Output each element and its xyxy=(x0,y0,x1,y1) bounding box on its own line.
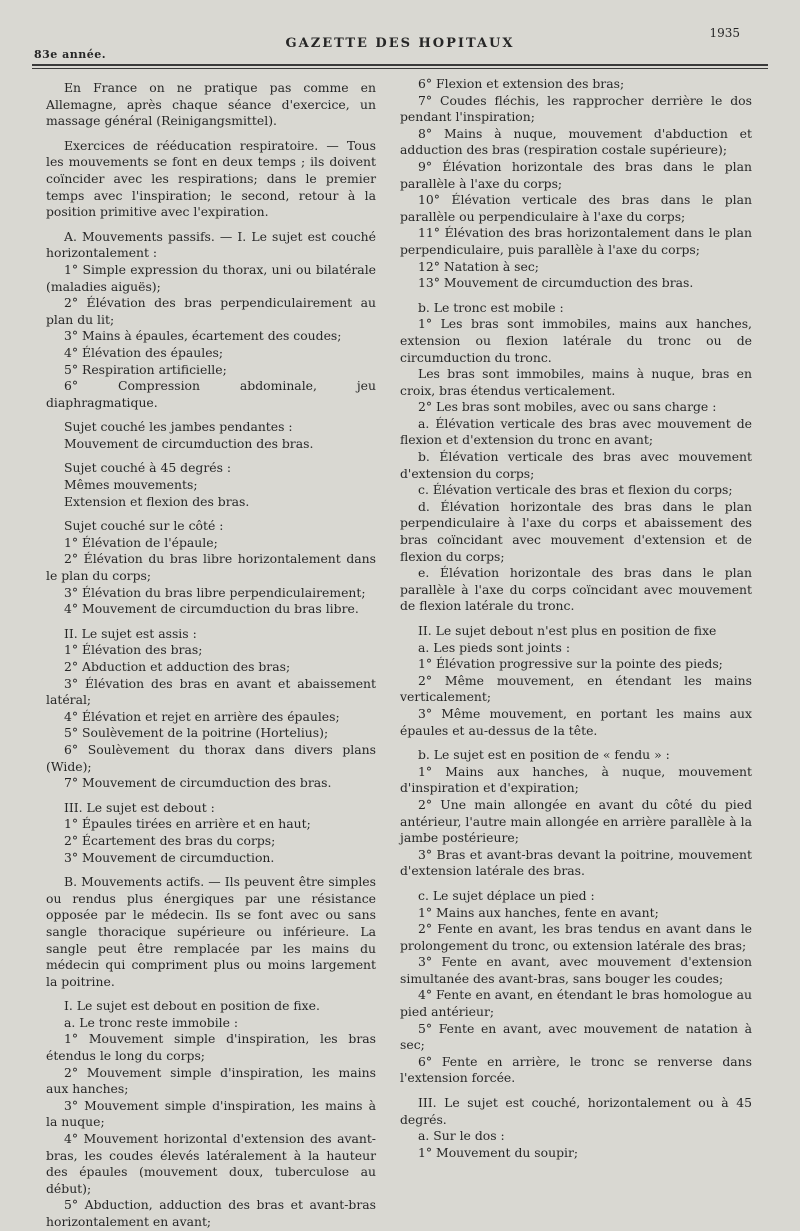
list-item: 1° Les bras sont immobiles, mains aux hanches, extension ou flexion latérale du tronc ou de circumduction du tronc. xyxy=(400,316,752,365)
list-item: b. Élévation verticale des bras avec mouvement d'extension du corps; xyxy=(400,449,752,481)
list-heading: II. Le sujet est assis : xyxy=(64,625,197,641)
header-rule xyxy=(32,64,768,66)
list-item: 4° Fente en avant, en étendant le bras homologue au pied antérieur; xyxy=(400,987,752,1020)
list-item: 2° Élévation du bras libre horizontalement dans le plan du corps; xyxy=(46,551,376,584)
list-item: 1° Élévation des bras; xyxy=(64,642,203,658)
list-item: 3° Élévation du bras libre perpendiculairement; xyxy=(64,584,366,600)
list-item: 4° Élévation des épaules; xyxy=(64,344,224,360)
list-item: 3° Même mouvement, en portant les mains aux épaules et au-dessus de la tête. xyxy=(400,705,752,738)
list-heading: Sujet couché les jambes pendantes : xyxy=(64,419,293,435)
list-heading: b. Le sujet est en position de « fendu » : xyxy=(418,747,670,763)
list-heading: III. Le sujet est debout : xyxy=(64,799,215,815)
list-item: Mêmes mouvements; xyxy=(64,477,198,493)
year-label: 83e année. xyxy=(34,48,107,61)
list-item: 3° Bras et avant-bras devant la poitrine, mouvement d'extension latérale des bras. xyxy=(400,846,752,879)
list-item: 6° Flexion et extension des bras; xyxy=(418,76,625,91)
list-item: Les bras sont immobiles, mains à nuque, bras en croix, bras étendus verticalement. xyxy=(400,366,752,398)
list-heading: Sujet couché sur le côté : xyxy=(64,518,224,534)
list-item: 1° Simple expression du thorax, uni ou bilatérale (maladies aiguës); xyxy=(46,261,376,294)
list-item: 2° Une main allongée en avant du côté du pied antérieur, l'autre main allongée en arrière parallèle à la jambe postérieure; xyxy=(400,796,752,846)
list-heading: III. Le sujet est couché, horizontalement ou à 45 degrés. xyxy=(400,1095,752,1127)
list-item: a. Élévation verticale des bras avec mouvement de flexion et d'extension du tronc en avant; xyxy=(400,415,752,448)
list-item: 7° Mouvement de circumduction des bras. xyxy=(64,775,332,791)
list-item: 12° Natation à sec; xyxy=(418,258,539,274)
list-item: 5° Soulèvement de la poitrine (Hortelius); xyxy=(64,725,329,741)
list-item: 9° Élévation horizontale des bras dans le plan parallèle à l'axe du corps; xyxy=(400,158,752,191)
list-item: 13° Mouvement de circumduction des bras. xyxy=(418,275,694,291)
subsection-actifs: B. Mouvements actifs. — Ils peuvent être simples ou rendus plus énergiques par une résistance opposée par le médecin. Ils se font avec ou sans sangle thoracique supérieure ou inférieure. La sangle peut être remplacée par les mains du médecin qui compriment plus ou moins largement la poitrine. xyxy=(46,874,376,989)
subsection-passifs: A. Mouvements passifs. — I. Le sujet est couché horizontalement : xyxy=(46,228,376,261)
list-heading: II. Le sujet debout n'est plus en position de fixe xyxy=(418,623,717,638)
list-item: 2° Fente en avant, les bras tendus en avant dans le prolongement du tronc, ou extension latérale des bras; xyxy=(400,921,752,953)
right-column xyxy=(400,76,752,1161)
list-item: 1° Mains aux hanches, fente en avant; xyxy=(418,904,659,920)
list-item: 6° Soulèvement du thorax dans divers plans (Wide); xyxy=(46,741,376,774)
list-item: 4° Élévation et rejet en arrière des épaules; xyxy=(64,708,340,724)
section-exercices: Exercices de rééducation respiratoire. — Tous les mouvements se font en deux temps ; ils doivent coïncider avec les respirations; dans le premier temps avec l'inspiration; le second, retour à la position primitive avec l'expiration. xyxy=(46,137,376,220)
list-item: 3° Mains à épaules, écartement des coudes; xyxy=(64,328,342,344)
list-heading: b. Le tronc est mobile : xyxy=(418,299,564,315)
list-item: 2° Les bras sont mobiles, avec ou sans charge : xyxy=(418,399,717,415)
list-heading: Sujet couché à 45 degrés : xyxy=(64,460,232,476)
list-heading: a. Les pieds sont joints : xyxy=(418,639,570,655)
list-item: 3° Mouvement de circumduction. xyxy=(64,849,275,865)
list-item: 1° Mains aux hanches, à nuque, mouvement d'inspiration et d'expiration; xyxy=(400,763,752,796)
list-item: 1° Épaules tirées en arrière et en haut; xyxy=(64,816,311,832)
list-item: 7° Coudes fléchis, les rapprocher derrière le dos pendant l'inspiration; xyxy=(400,92,752,125)
list-item: 3° Fente en avant, avec mouvement d'extension simultanée des avant-bras, sans bouger les coudes; xyxy=(400,954,752,986)
list-item: 2° Mouvement simple d'inspiration, les mains aux hanches; xyxy=(46,1064,376,1097)
journal-title: GAZETTE DES HOPITAUX xyxy=(285,36,515,51)
list-heading: a. Sur le dos : xyxy=(418,1128,505,1144)
list-item: 10° Élévation verticale des bras dans le plan parallèle ou perpendiculaire à l'axe du corps; xyxy=(400,192,752,224)
list-item: 4° Mouvement horizontal d'extension des avant-bras, les coudes élevés latéralement à la hauteur des épaules (mouvement doux, tuberculose au début); xyxy=(46,1131,376,1196)
list-item: 4° Mouvement de circumduction du bras libre. xyxy=(64,601,359,617)
list-item: 3° Élévation des bras en avant et abaissement latéral; xyxy=(46,675,376,708)
list-item: 11° Élévation des bras horizontalement dans le plan perpendiculaire, puis parallèle à l'axe du corps; xyxy=(400,225,752,257)
list-item: 5° Abduction, adduction des bras et avant-bras horizontalement en avant; xyxy=(46,1197,376,1229)
header-rule-thin xyxy=(32,68,768,69)
list-item: 2° Même mouvement, en étendant les mains verticalement; xyxy=(400,672,752,705)
list-item: 3° Mouvement simple d'inspiration, les mains à la nuque; xyxy=(46,1097,376,1130)
list-heading: c. Le sujet déplace un pied : xyxy=(418,887,595,903)
list-item: Extension et flexion des bras. xyxy=(64,493,250,509)
page-header xyxy=(30,26,770,66)
list-heading: I. Le sujet est debout en position de fixe. xyxy=(64,998,320,1014)
list-item: 5° Fente en avant, avec mouvement de natation à sec; xyxy=(400,1020,752,1053)
list-item: 1° Élévation de l'épaule; xyxy=(64,534,218,550)
list-item: c. Élévation verticale des bras et flexion du corps; xyxy=(418,482,733,498)
list-item: 1° Mouvement du soupir; xyxy=(418,1144,579,1160)
paragraph: En France on ne pratique pas comme en Allemagne, après chaque séance d'exercice, un massage général (Reinigangsmittel). xyxy=(46,80,376,129)
list-item: Mouvement de circumduction des bras. xyxy=(64,435,314,451)
list-item: 2° Élévation des bras perpendiculairement au plan du lit; xyxy=(46,295,376,327)
list-item: d. Élévation horizontale des bras dans le plan perpendiculaire à l'axe du corps et abaissement des bras coïncidant avec mouvement d'extension et de flexion du corps; xyxy=(400,498,752,564)
list-item: e. Élévation horizontale des bras dans le plan parallèle à l'axe du corps coïncidant avec mouvement de flexion latérale du tronc. xyxy=(400,565,752,614)
left-column xyxy=(46,80,376,1231)
list-item: 8° Mains à nuque, mouvement d'abduction et adduction des bras (respiration costale supérieure); xyxy=(400,125,752,158)
list-item: 1° Élévation progressive sur la pointe des pieds; xyxy=(418,656,723,672)
list-heading: a. Le tronc reste immobile : xyxy=(64,1014,239,1030)
list-item: 6° Compression abdominale, jeu diaphragmatique. xyxy=(46,378,376,410)
list-item: 2° Écartement des bras du corps; xyxy=(64,832,276,848)
page-number: 1935 xyxy=(709,26,740,40)
list-item: 6° Fente en arrière, le tronc se renverse dans l'extension forcée. xyxy=(400,1053,752,1086)
list-item: 1° Mouvement simple d'inspiration, les bras étendus le long du corps; xyxy=(46,1031,376,1064)
list-item: 5° Respiration artificielle; xyxy=(64,361,227,377)
list-item: 2° Abduction et adduction des bras; xyxy=(64,659,291,674)
